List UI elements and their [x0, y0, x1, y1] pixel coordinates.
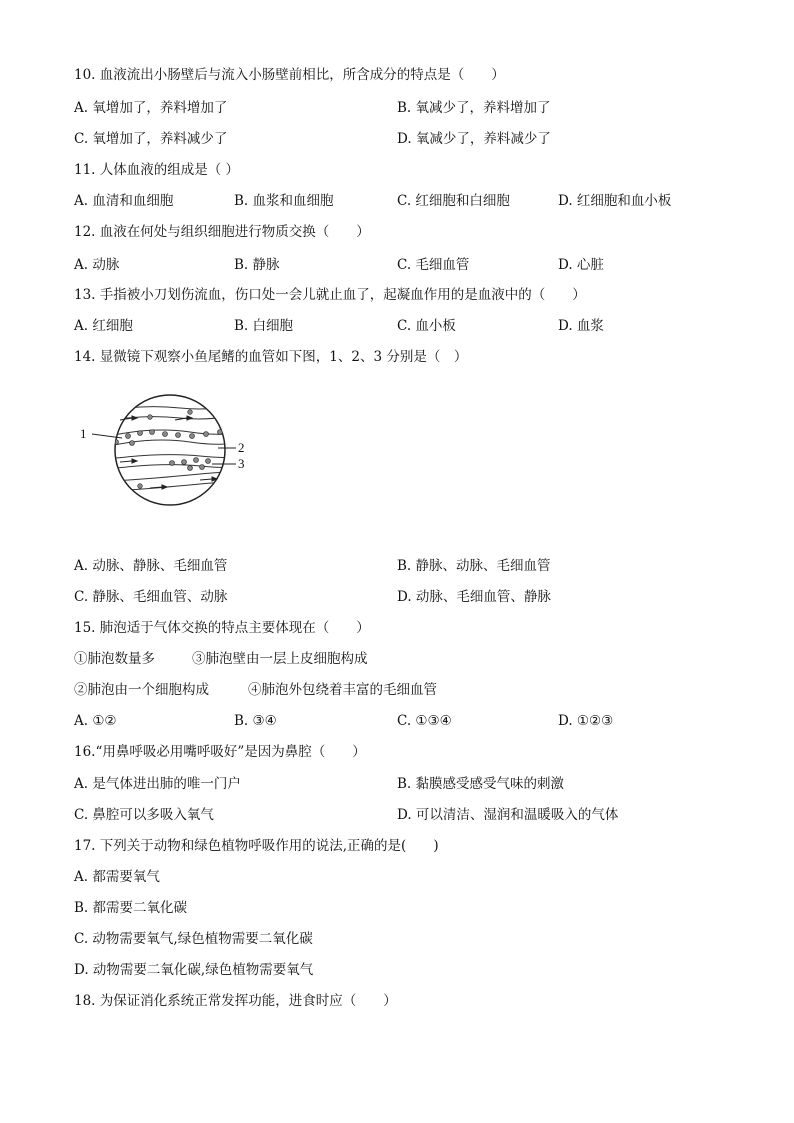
- q12-option-a: A. 动脉: [74, 257, 120, 273]
- q15-option-a: A. ①②: [74, 713, 117, 729]
- question-12-stem: 12. 血液在何处与组织细胞进行物质交换（ ）: [74, 224, 370, 240]
- figure-label-3: 3: [238, 456, 245, 471]
- blood-vessel-figure: [80, 390, 250, 510]
- q17-option-a: A. 都需要氧气: [74, 869, 160, 885]
- q10-option-b: B. 氧减少了，养料增加了: [397, 100, 551, 116]
- q10-option-d: D. 氧减少了，养料减少了: [397, 131, 551, 147]
- q12-option-b: B. 静脉: [234, 257, 280, 273]
- q10-option-a: A. 氧增加了，养料增加了: [74, 100, 228, 116]
- question-18-stem: 18. 为保证消化系统正常发挥功能，进食时应（ ）: [74, 993, 397, 1009]
- q11-option-d: D. 红细胞和血小板: [558, 193, 672, 209]
- q14-option-c: C. 静脉、毛细血管、动脉: [74, 589, 228, 605]
- q15-option-c: C. ①③④: [397, 713, 452, 729]
- q14-option-b: B. 静脉、动脉、毛细血管: [397, 558, 551, 574]
- question-14-stem: 14. 显微镜下观察小鱼尾鳍的血管如下图，1、2、3 分别是（ ）: [74, 349, 468, 365]
- q11-option-c: C. 红细胞和白细胞: [397, 193, 510, 209]
- q11-option-a: A. 血清和血细胞: [74, 193, 174, 209]
- q16-option-b: B. 黏膜感受感受气味的刺激: [397, 776, 565, 792]
- q15-option-d: D. ①②③: [558, 713, 614, 729]
- q15-statement-2: ②肺泡由一个细胞构成: [74, 682, 209, 698]
- q17-option-b: B. 都需要二氧化碳: [74, 900, 188, 916]
- question-16-stem: 16.“用鼻呼吸必用嘴呼吸好”是因为鼻腔（ ）: [74, 744, 366, 760]
- q15-statement-4: ④肺泡外包绕着丰富的毛细血管: [248, 682, 437, 698]
- q16-option-a: A. 是气体进出肺的唯一门户: [74, 776, 241, 792]
- question-13-stem: 13. 手指被小刀划伤流血，伤口处一会儿就止血了，起凝血作用的是血液中的（ ）: [74, 287, 586, 303]
- question-17-stem: 17. 下列关于动物和绿色植物呼吸作用的说法,正确的是( ): [74, 838, 439, 854]
- q13-option-a: A. 红细胞: [74, 318, 133, 334]
- q11-options: [74, 192, 734, 210]
- q14-option-a: A. 动脉、静脉、毛细血管: [74, 558, 228, 574]
- q16-option-c: C. 鼻腔可以多吸入氧气: [74, 807, 214, 823]
- figure-label-2: 2: [238, 440, 245, 455]
- q17-option-d: D. 动物需要二氧化碳,绿色植物需要氧气: [74, 962, 314, 978]
- question-10-stem: 10. 血液流出小肠壁后与流入小肠壁前相比，所含成分的特点是（ ）: [74, 67, 505, 83]
- q12-options: [74, 256, 734, 274]
- question-11-stem: 11. 人体血液的组成是（ ）: [74, 162, 240, 178]
- microscope-field-circle: [115, 395, 225, 505]
- q15-options: [74, 712, 734, 730]
- q10-option-c: C. 氧增加了，养料减少了: [74, 131, 228, 147]
- q14-option-d: D. 动脉、毛细血管、静脉: [397, 589, 551, 605]
- q16-option-d: D. 可以清洁、湿润和温暖吸入的气体: [397, 807, 619, 823]
- q12-option-d: D. 心脏: [558, 257, 604, 273]
- fish-tail-microscope-diagram: [80, 390, 250, 510]
- q13-option-d: D. 血浆: [558, 318, 604, 334]
- q15-statement-3: ③肺泡壁由一层上皮细胞构成: [192, 651, 368, 667]
- q12-option-c: C. 毛细血管: [397, 257, 470, 273]
- q13-options: [74, 317, 734, 335]
- q15-statement-1: ①肺泡数量多: [74, 651, 155, 667]
- q17-option-c: C. 动物需要氧气,绿色植物需要二氧化碳: [74, 931, 313, 947]
- q11-option-b: B. 血浆和血细胞: [234, 193, 334, 209]
- q13-option-b: B. 白细胞: [234, 318, 294, 334]
- question-15-stem: 15. 肺泡适于气体交换的特点主要体现在（ ）: [74, 620, 370, 636]
- q13-option-c: C. 血小板: [397, 318, 456, 334]
- q15-option-b: B. ③④: [234, 713, 277, 729]
- figure-label-1: 1: [80, 426, 87, 441]
